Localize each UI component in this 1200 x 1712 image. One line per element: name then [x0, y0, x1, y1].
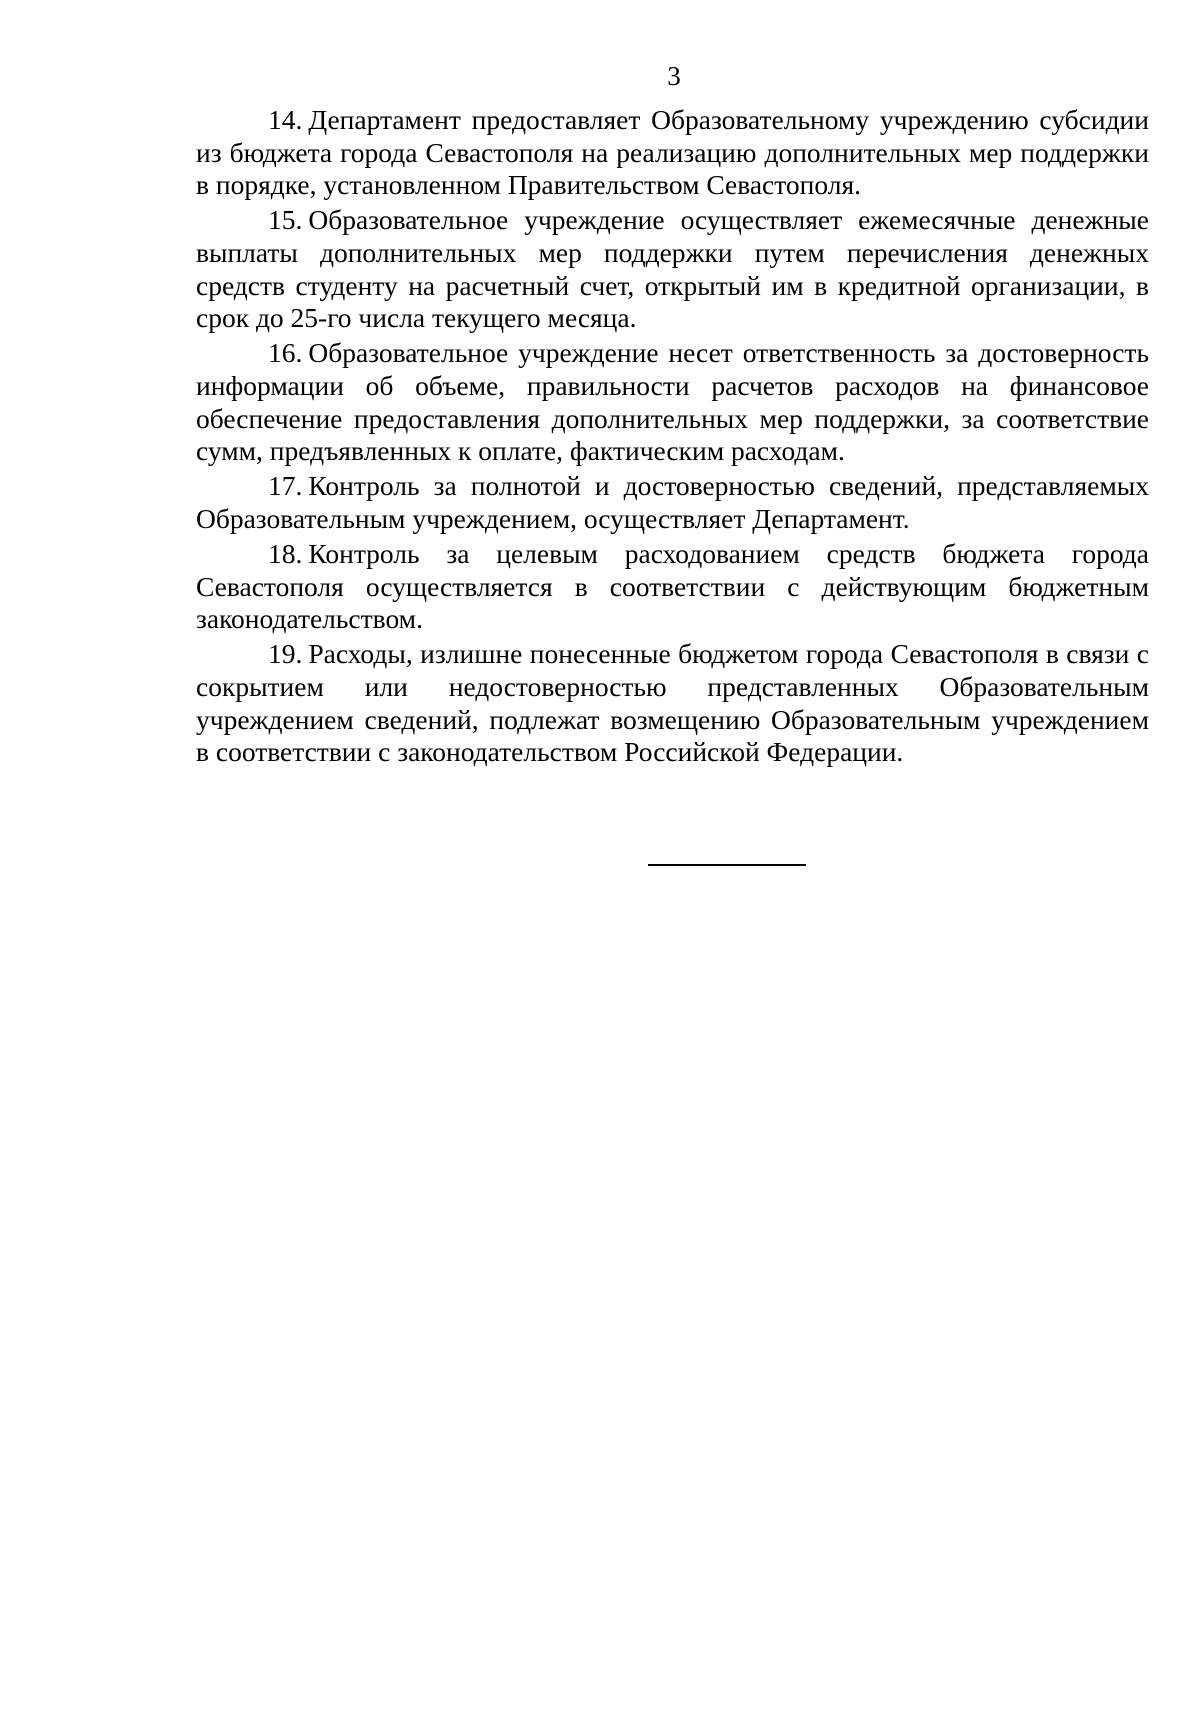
paragraph-text: Контроль за полнотой и достоверностью сведений, представляемых Образовательным учреждением, осуществляет Департамент. [196, 470, 1149, 534]
paragraph-16 [196, 337, 1149, 467]
paragraph-text: Департамент предоставляет Образовательному учреждению субсидии из бюджета города Севастополя на реализацию дополнительных мер поддержки в порядке, установленном Правительством Севастополя. [196, 104, 1149, 201]
paragraph-19 [196, 638, 1149, 768]
paragraph-14 [196, 104, 1149, 202]
paragraph-text: Контроль за целевым расходованием средств бюджета города Севастополя осуществляется в соответствии с действующим бюджетным законодательством. [196, 538, 1149, 635]
paragraph-17 [196, 470, 1149, 535]
paragraph-15 [196, 204, 1149, 334]
paragraph-number: 19. [268, 638, 303, 670]
page-number: 3 [667, 61, 681, 91]
paragraph-text: Расходы, излишне понесенные бюджетом города Севастополя в связи с сокрытием или недостоверностью представленных Образовательным учреждением сведений, подлежат возмещению Образовательным учреждением в соответствии с законодательством Российской Федерации. [196, 638, 1149, 768]
paragraph-number: 14. [268, 104, 303, 135]
paragraph-number: 16. [268, 337, 303, 369]
paragraph-text: Образовательное учреждение осуществляет ежемесячные денежные выплаты дополнительных мер поддержки путем перечисления денежных средств студенту на расчетный счет, открытый им в кредитной организации, в срок до 25-го числа текущего месяца. [196, 204, 1149, 334]
paragraph-18 [196, 538, 1149, 636]
paragraph-number: 17. [268, 470, 303, 502]
document-body [196, 104, 1149, 771]
paragraph-text: Образовательное учреждение несет ответственность за достоверность информации об объеме, правильности расчетов расходов на финансовое обеспечение предоставления дополнительных мер поддержки, за соответствие сумм, предъявленных к оплате, фактическим расходам. [196, 337, 1149, 467]
paragraph-number: 15. [268, 204, 303, 236]
paragraph-number: 18. [268, 538, 303, 570]
end-of-document-rule [648, 864, 806, 866]
